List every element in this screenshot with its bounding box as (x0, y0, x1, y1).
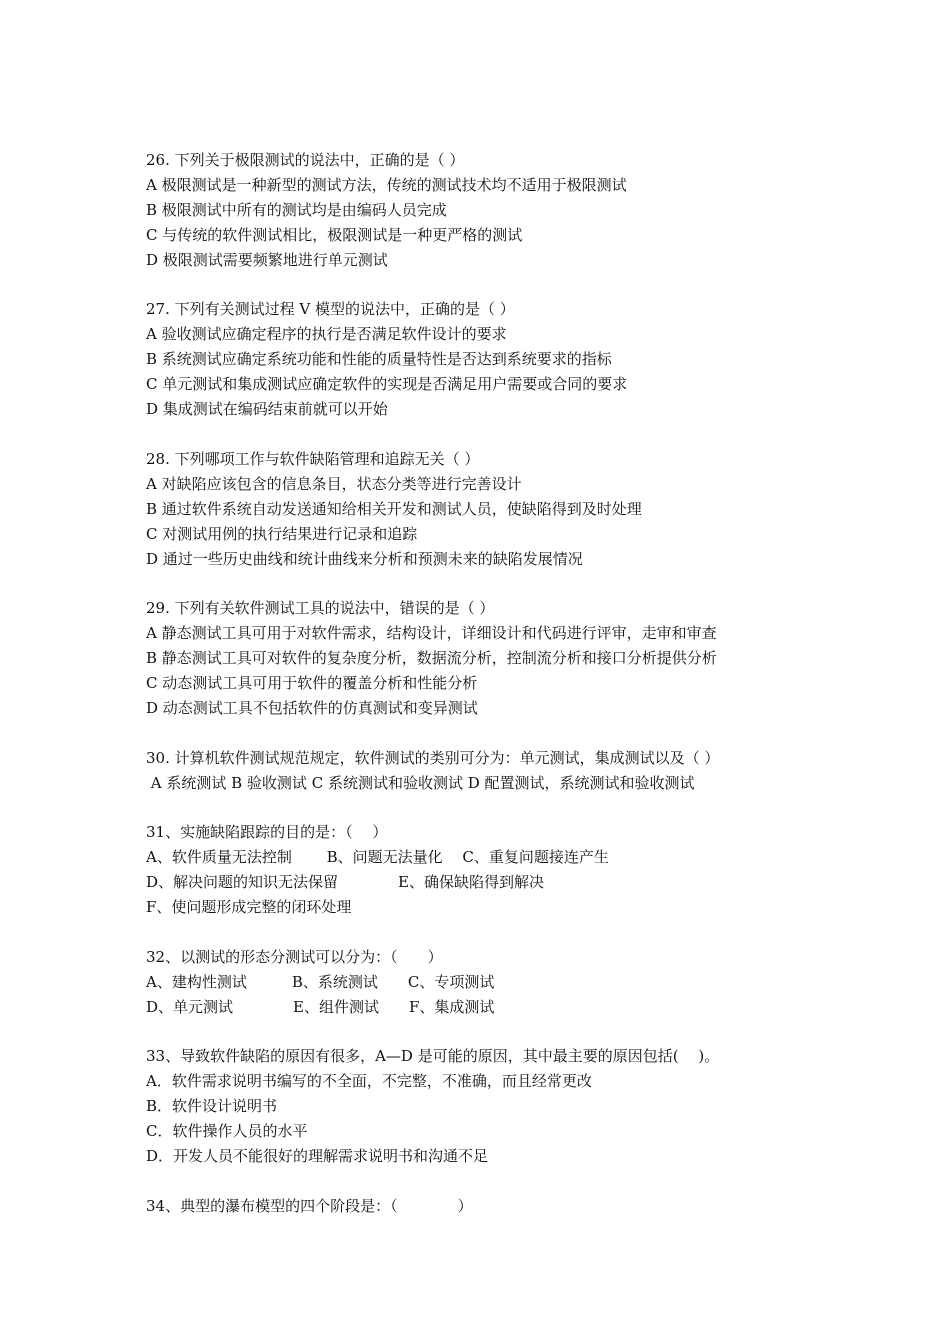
question-29-option-c: C 动态测试工具可用于软件的覆盖分析和性能分析 (146, 674, 478, 692)
question-32-stem: 32、以测试的形态分测试可以分为：（ ） (146, 948, 443, 966)
question-33-option-a: A．软件需求说明书编写的不全面，不完整，不准确，而且经常更改 (146, 1072, 592, 1090)
question-33-stem: 33、导致软件缺陷的原因有很多，A—D 是可能的原因，其中最主要的原因包括( )。 (146, 1047, 720, 1065)
question-29-option-d: D 动态测试工具不包括软件的仿真测试和变异测试 (146, 699, 478, 717)
question-27-option-b: B 系统测试应确定系统功能和性能的质量特性是否达到系统要求的指标 (146, 350, 612, 368)
question-31-options-row-1: A、软件质量无法控制 B、问题无法量化 C、重复问题接连产生 (146, 848, 609, 866)
question-30-stem: 30. 计算机软件测试规范规定，软件测试的类别可分为：单元测试，集成测试以及（ ） (146, 749, 720, 767)
question-31-options-row-2: D、解决问题的知识无法保留 E、确保缺陷得到解决 (146, 873, 544, 891)
question-29-option-a: A 静态测试工具可用于对软件需求，结构设计，详细设计和代码进行评审，走审和审查 (146, 624, 717, 642)
question-26-option-a: A 极限测试是一种新型的测试方法，传统的测试技术均不适用于极限测试 (146, 176, 627, 194)
question-28-stem: 28. 下列哪项工作与软件缺陷管理和追踪无关（ ） (146, 450, 480, 468)
question-27-option-d: D 集成测试在编码结束前就可以开始 (146, 400, 388, 418)
question-26-stem: 26. 下列关于极限测试的说法中，正确的是（ ） (146, 151, 465, 169)
question-33-option-b: B．软件设计说明书 (146, 1097, 278, 1115)
question-30-options: A 系统测试 B 验收测试 C 系统测试和验收测试 D 配置测试，系统测试和验收测试 (146, 774, 695, 792)
question-27-option-c: C 单元测试和集成测试应确定软件的实现是否满足用户需要或合同的要求 (146, 375, 628, 393)
question-31-options-row-3: F、使问题形成完整的闭环处理 (146, 898, 352, 916)
question-26-option-d: D 极限测试需要频繁地进行单元测试 (146, 251, 388, 269)
question-32-options-row-2: D、单元测试 E、组件测试 F、集成测试 (146, 998, 495, 1016)
question-31-stem: 31、实施缺陷跟踪的目的是：（ ） (146, 823, 388, 841)
question-33-option-d: D．开发人员不能很好的理解需求说明书和沟通不足 (146, 1147, 489, 1165)
question-34-stem: 34、典型的瀑布模型的四个阶段是：（ ） (146, 1197, 473, 1215)
question-32-options-row-1: A、建构性测试 B、系统测试 C、专项测试 (146, 973, 495, 991)
question-28-option-a: A 对缺陷应该包含的信息条目，状态分类等进行完善设计 (146, 475, 522, 493)
question-28-option-c: C 对测试用例的执行结果进行记录和追踪 (146, 525, 418, 543)
question-29-option-b: B 静态测试工具可对软件的复杂度分析，数据流分析，控制流分析和接口分析提供分析 (146, 649, 717, 667)
question-26-option-b: B 极限测试中所有的测试均是由编码人员完成 (146, 201, 447, 219)
question-26-option-c: C 与传统的软件测试相比，极限测试是一种更严格的测试 (146, 226, 523, 244)
question-27-stem: 27. 下列有关测试过程 V 模型的说法中，正确的是（ ） (146, 300, 515, 318)
question-29-stem: 29. 下列有关软件测试工具的说法中，错误的是（ ） (146, 599, 495, 617)
question-33-option-c: C．软件操作人员的水平 (146, 1122, 308, 1140)
question-28-option-d: D 通过一些历史曲线和统计曲线来分析和预测未来的缺陷发展情况 (146, 550, 583, 568)
question-27-option-a: A 验收测试应确定程序的执行是否满足软件设计的要求 (146, 325, 507, 343)
question-28-option-b: B 通过软件系统自动发送通知给相关开发和测试人员，使缺陷得到及时处理 (146, 500, 642, 518)
